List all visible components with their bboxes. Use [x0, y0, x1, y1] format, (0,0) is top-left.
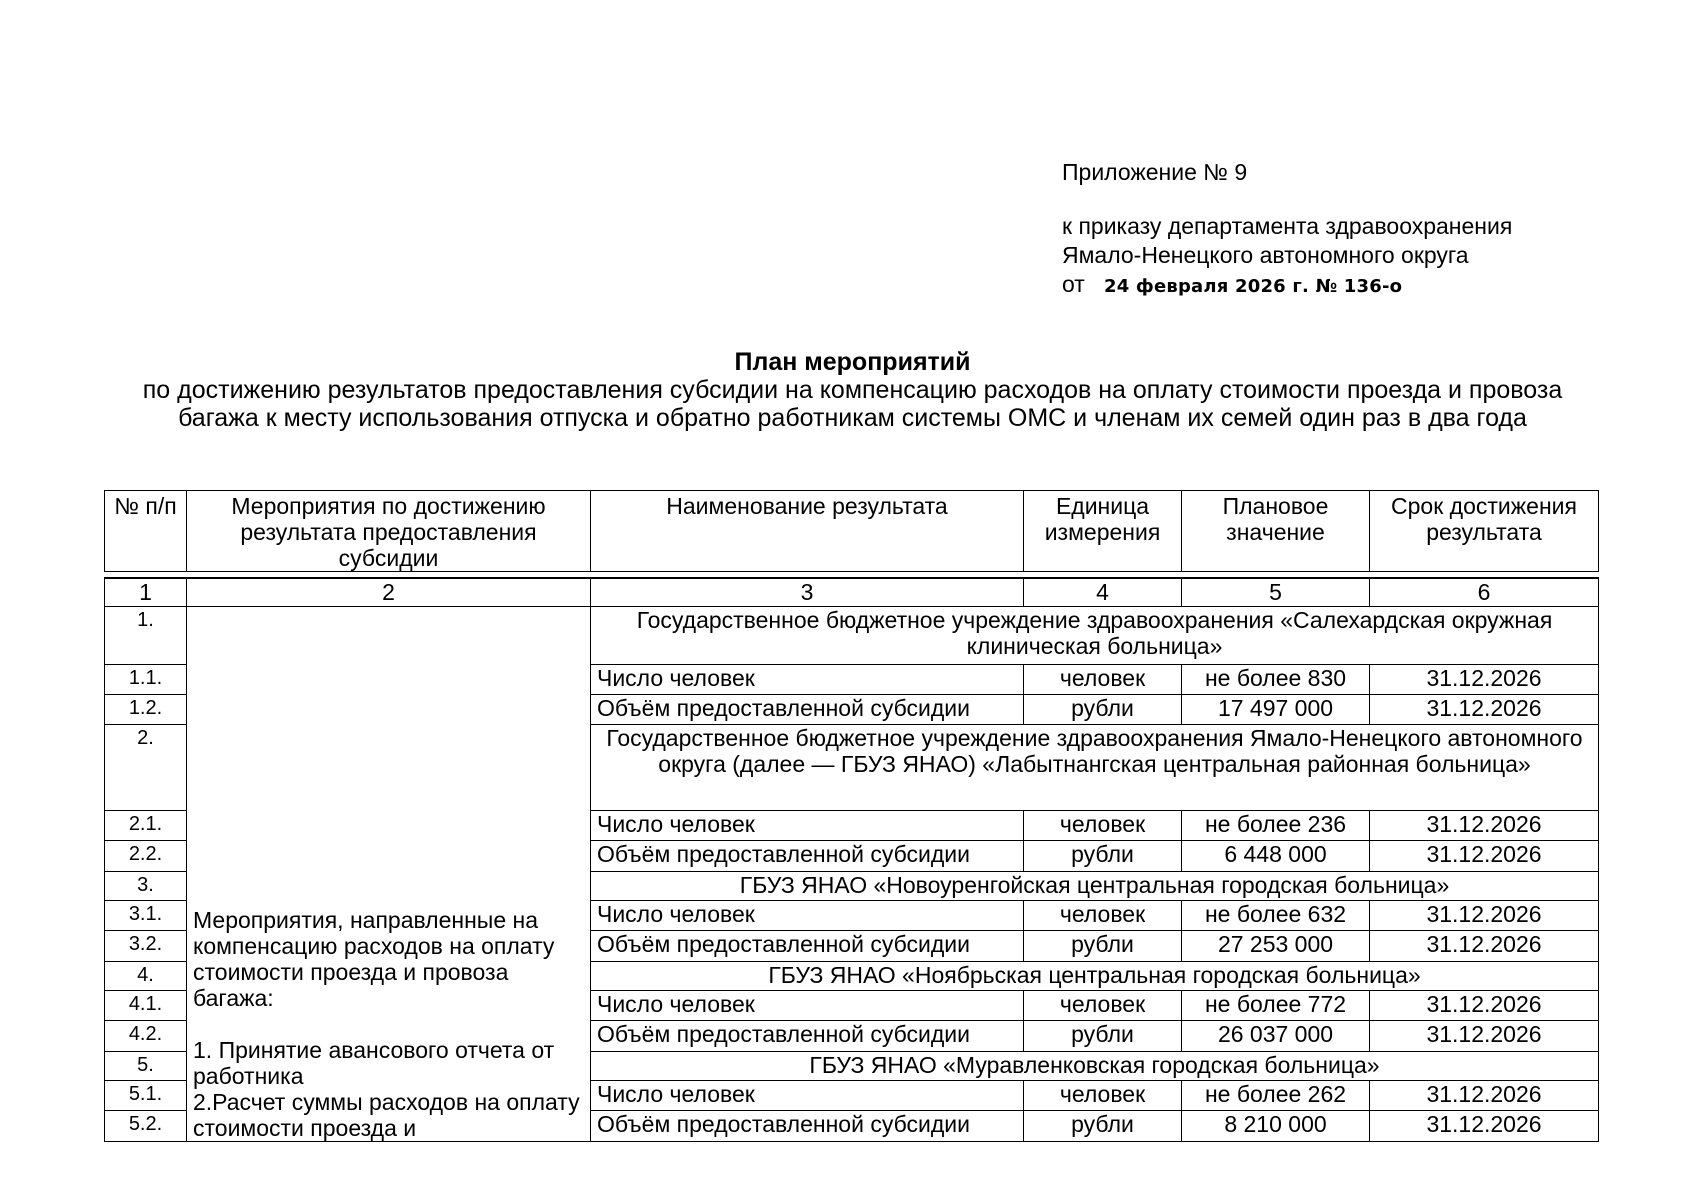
org-row [105, 607, 1599, 665]
result-name: Объём предоставленной субсидии [591, 1111, 1024, 1142]
planned-value: не более 772 [1182, 991, 1370, 1021]
result-name: Число человек [591, 1081, 1024, 1111]
deadline: 31.12.2026 [1370, 901, 1599, 931]
row-number: 5.2. [105, 1111, 187, 1142]
title-main: План мероприятий [734, 348, 971, 376]
plan-table [104, 490, 1599, 1142]
result-name: Число человек [591, 901, 1024, 931]
appendix-number: Приложение № 9 [1062, 159, 1248, 185]
deadline: 31.12.2026 [1370, 810, 1599, 840]
column-number: 4 [1024, 578, 1182, 607]
result-name: Число человек [591, 664, 1024, 694]
planned-value: не более 632 [1182, 901, 1370, 931]
result-name: Объём предоставленной субсидии [591, 1021, 1024, 1051]
result-name: Число человек [591, 810, 1024, 840]
activity-line: 1. Принятие авансового отчета от работника [193, 1037, 555, 1089]
row-number: 1.1. [105, 664, 187, 694]
unit: человек [1024, 810, 1182, 840]
deadline: 31.12.2026 [1370, 664, 1599, 694]
planned-value: 26 037 000 [1182, 1021, 1370, 1051]
row-number: 5. [105, 1051, 187, 1080]
unit: рубли [1024, 841, 1182, 871]
title-subtitle: по достижению результатов предоставления субсидии на компенсацию расходов на оплату стоимости проезда и провоза багажа к месту использования отпуска и обратно работникам системы ОМС и членам их семей один раз в два года [142, 376, 1563, 432]
appendix-date-line [1062, 270, 1512, 301]
header-cell: Единица измерения [1024, 491, 1182, 572]
result-name: Объём предоставленной субсидии [591, 931, 1024, 961]
row-number: 5.1. [105, 1081, 187, 1111]
header-cell: Плановое значение [1182, 491, 1370, 572]
organization-name: ГБУЗ ЯНАО «Муравленковская городская больница» [591, 1051, 1599, 1080]
header-cell: Наименование результата [591, 491, 1024, 572]
unit: человек [1024, 991, 1182, 1021]
planned-value: 6 448 000 [1182, 841, 1370, 871]
activity-description [187, 607, 591, 1142]
planned-value: 27 253 000 [1182, 931, 1370, 961]
column-number: 6 [1370, 578, 1599, 607]
row-number: 2.1. [105, 810, 187, 840]
row-number: 4.1. [105, 991, 187, 1021]
column-number: 3 [591, 578, 1024, 607]
planned-value: 8 210 000 [1182, 1111, 1370, 1142]
appendix-from-label: от [1062, 271, 1085, 297]
appendix-block [1062, 158, 1512, 301]
organization-name: ГБУЗ ЯНАО «Новоуренгойская центральная городская больница» [591, 871, 1599, 900]
planned-value: не более 830 [1182, 664, 1370, 694]
column-number: 1 [105, 578, 187, 607]
unit: человек [1024, 664, 1182, 694]
appendix-region-line: Ямало-Ненецкого автономного округа [1062, 242, 1469, 268]
unit: рубли [1024, 1111, 1182, 1142]
row-number: 1.2. [105, 694, 187, 724]
result-name: Объём предоставленной субсидии [591, 694, 1024, 724]
deadline: 31.12.2026 [1370, 694, 1599, 724]
organization-name: ГБУЗ ЯНАО «Ноябрьская центральная городская больница» [591, 961, 1599, 990]
row-number: 3. [105, 871, 187, 900]
result-name: Число человек [591, 991, 1024, 1021]
planned-value: не более 236 [1182, 810, 1370, 840]
row-number: 4. [105, 961, 187, 990]
row-number: 4.2. [105, 1021, 187, 1051]
deadline: 31.12.2026 [1370, 841, 1599, 871]
planned-value: не более 262 [1182, 1081, 1370, 1111]
deadline: 31.12.2026 [1370, 931, 1599, 961]
column-number: 5 [1182, 578, 1370, 607]
deadline: 31.12.2026 [1370, 991, 1599, 1021]
unit: рубли [1024, 931, 1182, 961]
unit: рубли [1024, 694, 1182, 724]
organization-name: Государственное бюджетное учреждение здравоохранения Ямало-Ненецкого автономного округа (далее — ГБУЗ ЯНАО) «Лабытнангская центральная районная больница» [591, 725, 1599, 811]
plan-table-wrapper [104, 490, 1598, 1142]
row-number: 3.1. [105, 901, 187, 931]
deadline: 31.12.2026 [1370, 1021, 1599, 1051]
organization-name: Государственное бюджетное учреждение здравоохранения «Салехардская окружная клиническая больница» [591, 607, 1599, 665]
deadline: 31.12.2026 [1370, 1111, 1599, 1142]
activity-line: 2.Расчет суммы расходов на оплату стоимости проезда и [193, 1089, 580, 1141]
document-title [100, 348, 1605, 432]
appendix-order-line: к приказу департамента здравоохранения [1062, 213, 1513, 239]
row-number: 1. [105, 607, 187, 665]
header-cell: Срок достижения результата [1370, 491, 1599, 572]
result-name: Объём предоставленной субсидии [591, 841, 1024, 871]
unit: человек [1024, 901, 1182, 931]
row-number: 2.2. [105, 841, 187, 871]
column-number: 2 [187, 578, 591, 607]
appendix-order-ref: 24 февраля 2026 г. № 136-о [1104, 276, 1403, 297]
unit: человек [1024, 1081, 1182, 1111]
header-cell: Мероприятия по достижению результата предоставления субсидии [187, 491, 591, 572]
unit: рубли [1024, 1021, 1182, 1051]
activity-line: Мероприятия, направленные на компенсацию расходов на оплату стоимости проезда и провоза багажа: [193, 907, 555, 1011]
header-cell: № п/п [105, 491, 187, 572]
column-number-row [105, 578, 1599, 607]
table-header-row [105, 491, 1599, 572]
row-number: 3.2. [105, 931, 187, 961]
deadline: 31.12.2026 [1370, 1081, 1599, 1111]
planned-value: 17 497 000 [1182, 694, 1370, 724]
row-number: 2. [105, 725, 187, 811]
